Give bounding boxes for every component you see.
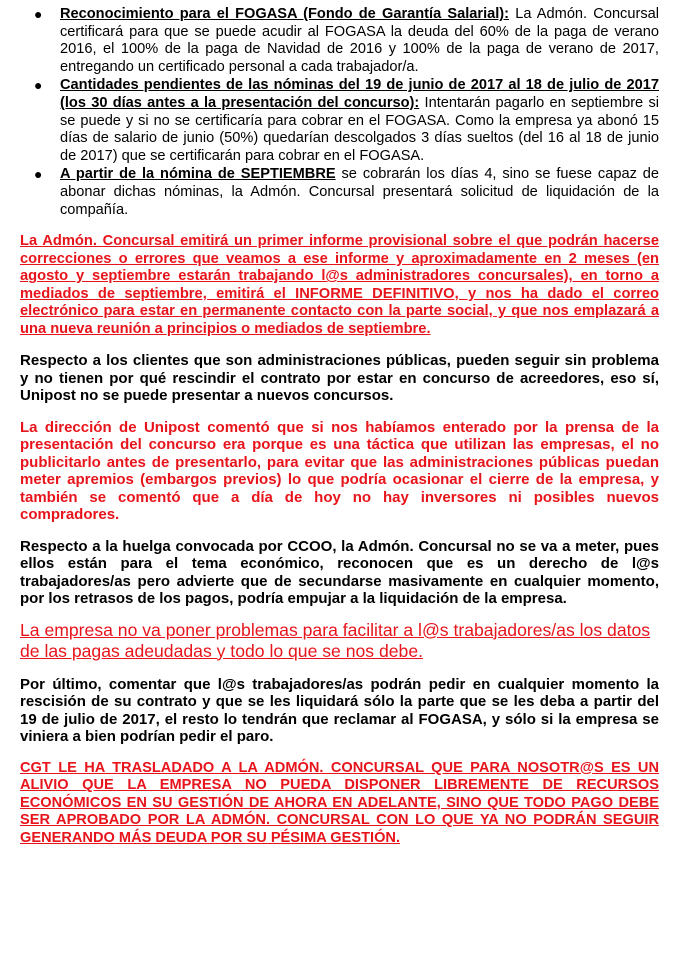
paragraph-cgt: CGT LE HA TRASLADADO A LA ADMÓN. CONCURSAL QUE PARA NOSOTR@S ES UN ALIVIO QUE LA EMPRESA NO PUEDA DISPONER LIBREMENTE DE RECURSOS ECONÓMICOS EN SU GESTIÓN DE AHORA EN ADELANTE, SINO QUE TODO PAGO DEBE SER APROBADO POR LA ADMÓN. CONCURSAL CON LO QUE YA NO PODRÁN SEGUIR GENERANDO MÁS DEUDA POR SU PÉSIMA GESTIÓN. — [20, 759, 659, 846]
paragraph-huelga: Respecto a la huelga convocada por CCOO, la Admón. Concursal no se va a meter, pues ellos están para el tema económico, reconocen que es un derecho de l@s trabajadores/as pero advierte que de secundarse masivamente en cualquier momento, por los retrasos de los pagos, podría empujar a la liquidación de la empresa. — [20, 537, 659, 608]
bullet-title: Reconocimiento para el FOGASA (Fondo de Garantía Salarial): — [60, 6, 510, 22]
bullet-item-fogasa — [34, 6, 659, 76]
paragraph-rescision: Por último, comentar que l@s trabajadores/as podrán pedir en cualquier momento la rescisión de su contrato y que se les liquidará sólo la parte que se les deba a partir del 19 de julio de 2017, el resto lo tendrán que reclamar al FOGASA, y sólo si la empresa se viniera a bien podrían pedir el paro. — [20, 675, 659, 746]
bullet-dot-icon: ● — [34, 6, 43, 22]
paragraph-direccion: La dirección de Unipost comentó que si nos habíamos enterado por la prensa de la presentación del concurso era porque es una táctica que utilizan las empresas, el no publicitarlo antes de presentarlo, para evitar que las administraciones públicas puedan meter apremios (embargos previos) lo que podría ocasionar el cierre de la empresa, y también se comentó que a día de hoy no hay inversores ni posibles nuevos compradores. — [20, 418, 659, 524]
bullet-text: se cobrarán los días 4, sino se fuese capaz de abonar dichas nóminas, la Admón. Concursal presentará solicitud de liquidación de la compañía. — [60, 166, 659, 218]
bullet-text: Intentarán pagarlo en septiembre si se puede y si no se certificaría para cobrar en el FOGASA. Como la empresa ya abonó 15 días de salario de junio (50%) quedarían descolgados 3 días sueltos (del 16 al 18 de junio de 2017) que se certificarán para cobrar en el FOGASA. — [60, 94, 659, 164]
paragraph-informe: La Admón. Concursal emitirá un primer informe provisional sobre el que podrán hacerse correcciones o errores que veamos a ese informe y aproximadamente en 2 meses (en agosto y septiembre estarán trabajando l@s administradores concursales), en torno a mediados de septiembre, emitirá el INFORME DEFINITIVO, y nos ha dado el correo electrónico para estar en permanente contacto con la parte social, y que nos emplazará a una nueva reunión a principios o mediados de septiembre. — [20, 233, 659, 337]
bullet-title: A partir de la nómina de SEPTIEMBRE — [60, 166, 336, 183]
bullet-item-cantidades — [34, 77, 659, 165]
bullet-item-septiembre — [34, 166, 659, 219]
bullet-text: La Admón. Concursal certificará para que se puede acudir al FOGASA la deuda del 60% de la paga de verano 2016, el 100% de la paga de Navidad de 2016 y 100% de la paga de verano de 2017, entregando un certificado personal a cada trabajador/a. — [60, 6, 659, 75]
paragraph-datos-pagas: La empresa no va poner problemas para facilitar a l@s trabajadores/as los datos de las pagas adeudadas y todo lo que se nos debe. — [20, 619, 651, 661]
bullet-list — [20, 6, 659, 219]
paragraph-clientes: Respecto a los clientes que son administraciones públicas, pueden seguir sin problema y no tienen por qué rescindir el contrato por estar en concurso de acreedores, eso sí, Unipost no se puede presentar a nuevos concursos. — [20, 352, 659, 405]
bullet-title: Cantidades pendientes de las nóminas del 19 de junio de 2017 al 18 de julio de 2017 (los 30 días antes a la presentación del concurso): — [60, 77, 659, 111]
bullet-dot-icon: ● — [34, 166, 43, 183]
bullet-dot-icon: ● — [34, 77, 43, 94]
